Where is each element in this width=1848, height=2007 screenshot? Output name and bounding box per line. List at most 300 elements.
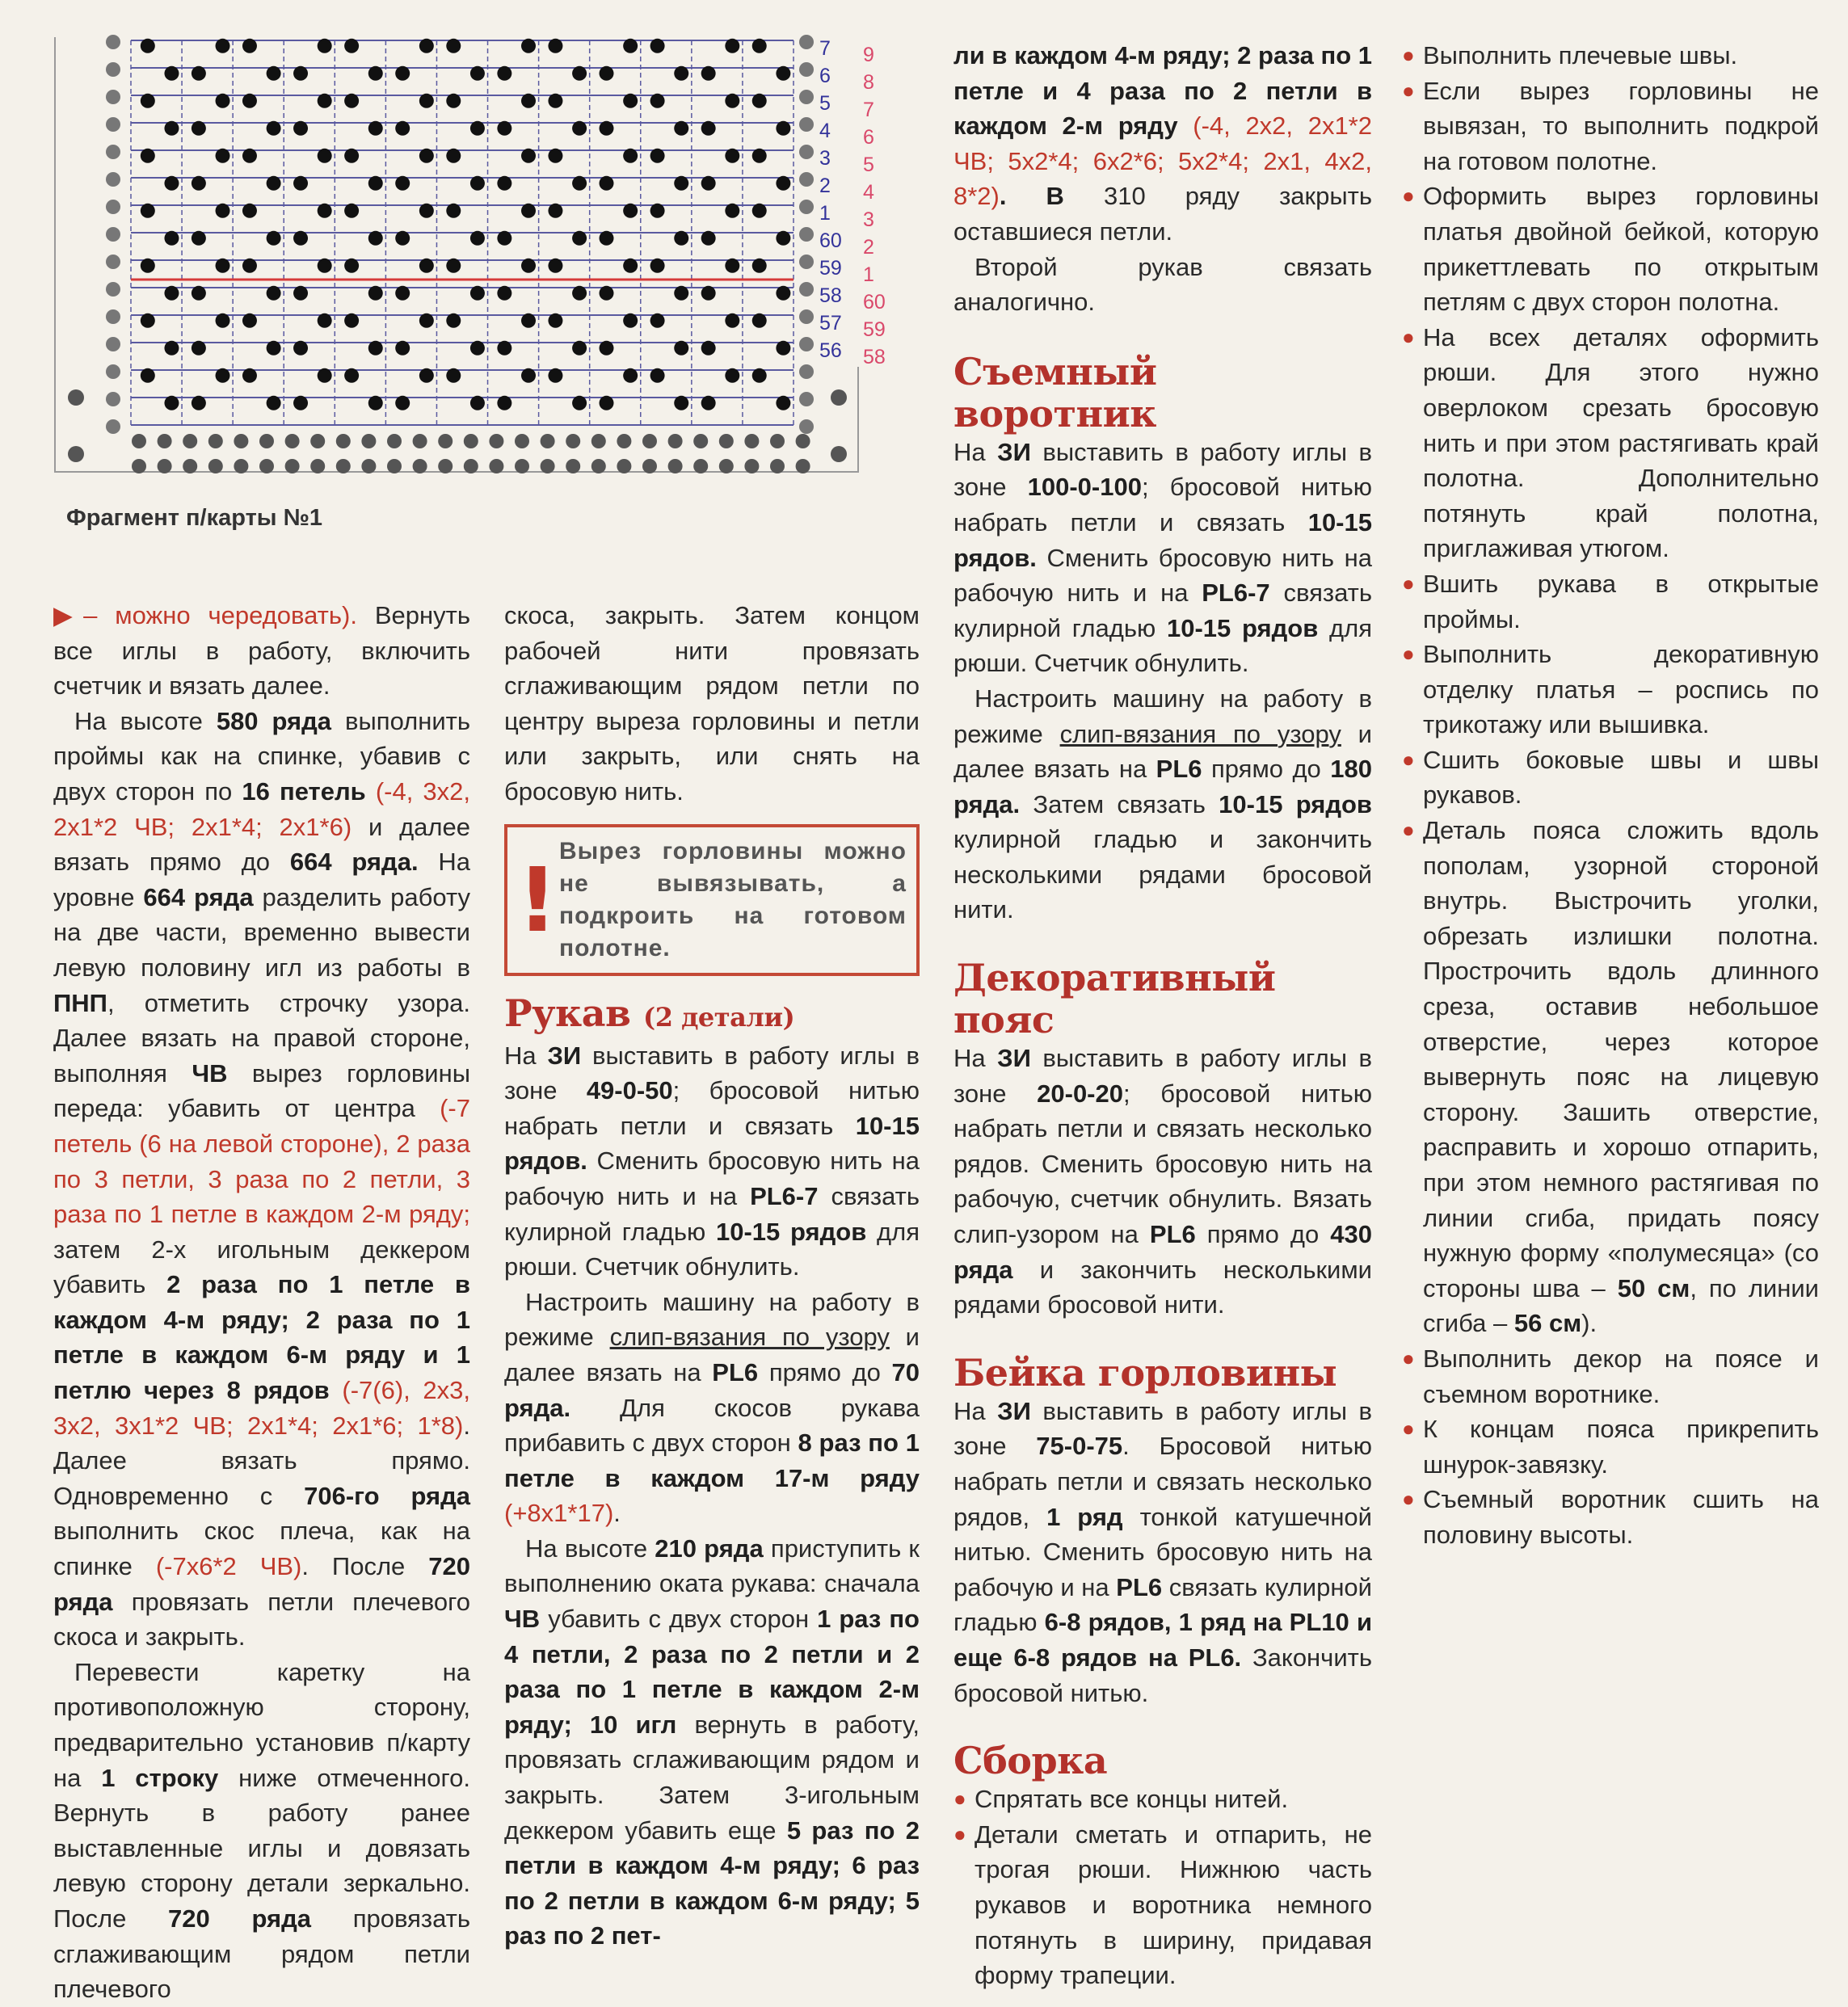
text: 50 см: [1617, 1273, 1690, 1302]
text: Для скосов рукава прибавить с двух сторон: [504, 1393, 920, 1458]
sprocket-hole: [744, 434, 759, 448]
section-heading-assembly: Сборка: [953, 1739, 1108, 1783]
sprocket-hole: [796, 434, 810, 448]
punched-hole: [318, 313, 332, 328]
text: ЗИ: [997, 437, 1031, 466]
text: [366, 777, 376, 806]
text: На: [953, 1396, 998, 1425]
sprocket-hole: [744, 459, 759, 473]
heading-text: Рукав: [504, 991, 644, 1035]
sprocket-hole: [310, 459, 325, 473]
punched-hole: [192, 66, 206, 81]
punched-hole: [548, 94, 562, 108]
punched-hole: [548, 39, 562, 53]
sprocket-hole: [693, 434, 708, 448]
sprocket-hole: [799, 117, 814, 132]
punched-hole: [600, 286, 614, 301]
text: 10-15 рядов: [715, 1217, 867, 1246]
sprocket-hole: [106, 282, 120, 297]
row-number-label: 57: [819, 312, 842, 334]
punched-hole: [521, 313, 536, 328]
punched-hole: [242, 39, 257, 53]
sprocket-hole: [489, 434, 503, 448]
sprocket-hole: [158, 459, 172, 473]
sprocket-hole: [799, 145, 814, 159]
text: . Далее вязать прямо. Одновременно с: [53, 1411, 470, 1510]
text: PL6: [712, 1357, 759, 1386]
text: тонкой катушечной нитью. Сменить бросовую нить на рабочую и на: [953, 1502, 1372, 1601]
punched-hole: [216, 204, 230, 218]
column-3: [953, 38, 1372, 1993]
text: ЧВ: [504, 1605, 541, 1634]
text: 2 раза по 1 петле в каждом 4-м ряду; 2 раза по 1 петле в каждом 6-м ряду и 1 петлю через 8 рядов: [53, 1270, 470, 1405]
text: Настроить машину на работу в режиме: [953, 684, 1372, 748]
bullet-item: ● Выполнить декоративную отделку платья – роспись по трикотажу или вышивка.: [1402, 637, 1819, 743]
punched-hole: [548, 368, 562, 383]
text: 1 раз по 4 петли, 2 раза по 2 петли и 2 раза по 1 петле в каждом 2-м ряду; 10 игл: [504, 1605, 920, 1739]
text: ЧВ: [192, 1058, 228, 1088]
sprocket-hole: [796, 459, 810, 473]
punched-hole: [725, 313, 739, 328]
text: 180 ряда.: [953, 755, 1372, 818]
punched-hole: [701, 341, 716, 356]
punched-hole: [446, 313, 461, 328]
row-number-label: 58: [863, 346, 886, 368]
sprocket-hole: [106, 90, 120, 104]
text: ЗИ: [547, 1041, 582, 1070]
sprocket-hole: [106, 145, 120, 159]
punched-hole: [164, 341, 179, 356]
text: 10-15 рядов: [1219, 789, 1372, 818]
punched-hole: [623, 149, 638, 163]
sprocket-hole: [106, 337, 120, 351]
punched-hole: [470, 286, 485, 301]
sprocket-hole: [438, 434, 453, 448]
text: вернуть в работу, провязать сглаживающим рядом и закрыть. Затем 3-игольным деккером убавить еще: [504, 1710, 920, 1845]
text: и закончить несколькими рядами бросовой нити.: [953, 1255, 1372, 1319]
sprocket-hole: [234, 434, 248, 448]
text: (-4, 3x2, 2x1*2 ЧВ; 2x1*4; 2x1*6): [53, 776, 471, 841]
sprocket-hole: [106, 309, 120, 324]
text: ЗИ: [997, 1396, 1031, 1425]
punched-hole: [497, 341, 511, 356]
row-number-label: 1: [863, 263, 874, 286]
text: 430 ряда: [953, 1220, 1372, 1284]
punched-hole: [497, 396, 511, 410]
punched-hole: [521, 204, 536, 218]
sprocket-hole: [361, 459, 376, 473]
punched-hole: [470, 121, 485, 136]
text: ПНП: [53, 988, 107, 1017]
punched-hole: [242, 204, 257, 218]
bullet-item: ● Детали сметать и отпарить, не трогая рюши. Нижнюю часть рукавов и воротника немного потянуть в ширину, придавая форму трапеции.: [953, 1817, 1372, 1993]
punched-hole: [650, 149, 665, 163]
punched-hole: [267, 396, 281, 410]
punched-hole: [623, 259, 638, 273]
text: выполнить проймы как на спинке, убавив с двух сторон по: [53, 706, 471, 806]
text: . Бросовой нитью набрать петли и связать несколько рядов,: [953, 1432, 1372, 1531]
text: и далее вязать прямо до: [53, 812, 470, 877]
text: (-4, 2x2, 2x1*2 ЧВ; 5x2*4; 6x2*6; 5x2*4; 2x1, 4x2, 8*2): [953, 112, 1372, 211]
text: ЗИ: [997, 1044, 1031, 1073]
paragraph: [53, 704, 470, 1655]
punched-hole: [192, 176, 206, 191]
punched-hole: [267, 66, 281, 81]
text: приступить к выполнению оката рукава: сначала: [504, 1534, 920, 1598]
punched-hole: [242, 259, 257, 273]
punched-hole: [164, 121, 179, 136]
punched-hole: [395, 396, 410, 410]
punched-hole: [395, 66, 410, 81]
row-number-label: 59: [819, 257, 842, 280]
punched-hole: [216, 368, 230, 383]
bullet-item: ● Выполнить плечевые швы.: [1402, 38, 1819, 74]
punched-hole: [600, 341, 614, 356]
punched-hole: [242, 149, 257, 163]
punched-hole: [497, 121, 511, 136]
text: ли в каждом 4-м ряду; 2 раза по 1 петле и 4 раза по 2 петли в каждом 2-м ряду: [953, 41, 1372, 141]
section-heading-belt: Декоративный пояс: [953, 956, 1276, 1042]
text: , отметить строчку узора. Далее вязать на правой стороне, выполняя: [53, 988, 470, 1088]
row-number-label: 7: [863, 99, 874, 121]
punched-hole: [600, 66, 614, 81]
text: [330, 1376, 343, 1404]
text: 10-15 рядов.: [504, 1111, 920, 1176]
punched-hole: [344, 313, 359, 328]
text: На высоте: [525, 1534, 655, 1563]
text: Настроить машину на работу в режиме: [504, 1287, 920, 1352]
punched-hole: [600, 121, 614, 136]
bullet-item: ● Выполнить декор на поясе и съемном воротнике.: [1402, 1341, 1819, 1412]
sprocket-hole: [668, 459, 683, 473]
punched-hole: [395, 121, 410, 136]
punched-hole: [368, 231, 383, 246]
punched-hole: [192, 396, 206, 410]
text: 1 ряд: [1046, 1502, 1123, 1531]
punched-hole: [368, 341, 383, 356]
sprocket-hole: [693, 459, 708, 473]
column-2: [504, 598, 920, 1954]
punched-hole: [192, 286, 206, 301]
punched-hole: [752, 313, 767, 328]
sprocket-hole: [799, 172, 814, 187]
bullet-item: ● Если вырез горловины не вывязан, то выполнить подкрой на готовом полотне.: [1402, 74, 1819, 179]
text: На: [504, 1041, 548, 1070]
punched-hole: [623, 368, 638, 383]
punched-hole: [725, 94, 739, 108]
text: для рюши. Счетчик обнулить.: [953, 613, 1372, 678]
text: 706-го ряда: [304, 1481, 470, 1510]
punched-hole: [293, 341, 308, 356]
row-number-label: 5: [863, 154, 874, 176]
text: (+8x1*17): [504, 1499, 614, 1528]
text: ниже отмеченного. Вернуть в работу ранее выставленные иглы и довязать левую сторону детали зеркально. После: [53, 1763, 470, 1933]
section-heading-collar: Съемный воротник: [953, 349, 1157, 435]
bullet-item: ● Съемный воротник сшить на половину высоты.: [1402, 1482, 1819, 1552]
text: 310 ряду: [1103, 182, 1240, 211]
sprocket-hole: [285, 434, 300, 448]
sprocket-hole: [361, 434, 376, 448]
punched-hole: [776, 121, 790, 136]
punched-hole: [600, 231, 614, 246]
punched-hole: [623, 39, 638, 53]
text: 580 ряда: [216, 706, 332, 735]
row-number-label: 8: [863, 71, 874, 94]
sprocket-hole: [541, 459, 555, 473]
punched-hole: [674, 231, 688, 246]
sprocket-hole: [489, 459, 503, 473]
punched-hole: [701, 121, 716, 136]
sprocket-hole: [831, 389, 847, 406]
sprocket-hole: [106, 419, 120, 434]
text: ; бросовой нитью набрать петли и связать: [953, 473, 1372, 536]
punched-hole: [674, 286, 688, 301]
punched-hole: [344, 39, 359, 53]
punched-hole: [548, 259, 562, 273]
punched-hole: [521, 39, 536, 53]
sprocket-hole: [106, 200, 120, 214]
sprocket-hole: [719, 434, 734, 448]
sprocket-hole: [106, 62, 120, 77]
punched-hole: [572, 231, 587, 246]
punched-hole: [548, 149, 562, 163]
text: ).: [1581, 1309, 1598, 1338]
text: убавить с двух сторон: [540, 1605, 818, 1634]
text: PL6-7: [1202, 579, 1270, 608]
punched-hole: [344, 368, 359, 383]
sprocket-hole: [158, 434, 172, 448]
sprocket-hole: [799, 200, 814, 214]
row-number-label: 60: [819, 229, 842, 252]
text: провязать петли плечевого скоса и закрыть.: [53, 1587, 470, 1651]
sprocket-hole: [591, 434, 606, 448]
text: 100-0-100: [1027, 473, 1142, 502]
text: (-7(6), 2x3, 3x2, 3x1*2 ЧВ; 2x1*4; 2x1*6; 1*8): [53, 1376, 470, 1440]
sprocket-hole: [799, 419, 814, 434]
text: Закончить бросовой нитью.: [953, 1643, 1372, 1707]
text: и далее вязать на: [504, 1323, 920, 1386]
punched-hole: [141, 94, 155, 108]
punched-hole: [701, 396, 716, 410]
row-number-label: 4: [863, 181, 874, 204]
punched-hole: [164, 231, 179, 246]
punched-hole: [623, 204, 638, 218]
punched-hole: [368, 66, 383, 81]
punched-hole: [293, 396, 308, 410]
punched-hole: [216, 94, 230, 108]
punched-hole: [446, 368, 461, 383]
punched-hole: [395, 286, 410, 301]
text: На высоте: [74, 706, 217, 735]
punched-hole: [368, 396, 383, 410]
punched-hole: [192, 231, 206, 246]
paragraph: [953, 38, 1372, 250]
row-number-label: 6: [863, 126, 874, 149]
punched-hole: [572, 396, 587, 410]
punched-hole: [725, 259, 739, 273]
punched-hole: [368, 286, 383, 301]
punched-hole: [776, 231, 790, 246]
text: Перевести каретку на противоположную сторону, предварительно установив п/карту на: [53, 1657, 470, 1792]
punched-hole: [293, 176, 308, 191]
text: PL6: [1156, 755, 1202, 784]
punched-hole: [368, 121, 383, 136]
text: Затем связать: [1020, 789, 1219, 818]
punched-hole: [318, 368, 332, 383]
text: кулирной гладью и закончить несколькими рядами бросовой нити.: [953, 825, 1372, 924]
sprocket-hole: [566, 434, 580, 448]
punched-hole: [752, 39, 767, 53]
punched-hole: [216, 259, 230, 273]
punched-hole: [446, 259, 461, 273]
punched-hole: [267, 231, 281, 246]
row-number-label: 3: [863, 208, 874, 231]
text: Сменить бросовую нить на рабочую нить и на: [953, 543, 1372, 608]
row-number-label: 58: [819, 284, 842, 307]
punched-hole: [242, 368, 257, 383]
punched-hole: [419, 368, 434, 383]
sprocket-hole: [799, 337, 814, 351]
row-number-label: 60: [863, 291, 886, 313]
text: слип-вязания по узору: [1059, 719, 1341, 748]
punched-hole: [650, 368, 665, 383]
paragraph: [504, 1038, 920, 1285]
paragraph: [504, 1285, 920, 1531]
text: 75-0-75: [1036, 1432, 1123, 1461]
punched-hole: [752, 368, 767, 383]
sprocket-hole: [799, 62, 814, 77]
punched-hole: [344, 149, 359, 163]
sprocket-hole: [336, 459, 351, 473]
punched-hole: [446, 39, 461, 53]
text: для рюши. Счетчик обнулить.: [504, 1217, 920, 1281]
punched-hole: [725, 149, 739, 163]
text: выставить в работу иглы в зоне: [953, 1396, 1372, 1461]
punched-hole: [650, 39, 665, 53]
text: вырез горловины переда: убавить от центра: [53, 1058, 470, 1123]
punched-hole: [470, 176, 485, 191]
text: связать кулирной гладью: [953, 1572, 1372, 1637]
punched-hole: [318, 204, 332, 218]
punched-hole: [446, 204, 461, 218]
sprocket-hole: [668, 434, 683, 448]
sprocket-hole: [799, 392, 814, 406]
punched-hole: [497, 176, 511, 191]
punched-hole: [293, 286, 308, 301]
row-number-label: 5: [819, 92, 831, 115]
punched-hole: [141, 368, 155, 383]
text: 720 ряда: [53, 1552, 470, 1616]
punched-hole: [141, 39, 155, 53]
text: 664 ряда: [143, 882, 254, 911]
punched-hole: [267, 341, 281, 356]
punched-hole: [600, 396, 614, 410]
sprocket-hole: [413, 459, 427, 473]
sprocket-hole: [132, 434, 146, 448]
text: связать кулирной гладью: [504, 1181, 920, 1246]
text: связать кулирной гладью: [953, 579, 1372, 642]
sprocket-hole: [438, 459, 453, 473]
text: На: [953, 1044, 998, 1073]
punched-hole: [521, 368, 536, 383]
text: 664 ряда.: [289, 848, 419, 877]
punched-hole: [216, 39, 230, 53]
punched-hole: [725, 368, 739, 383]
punched-hole: [164, 286, 179, 301]
sprocket-hole: [515, 434, 529, 448]
punched-hole: [650, 94, 665, 108]
punch-card-svg: [53, 36, 886, 488]
text: – можно чередовать).: [83, 601, 375, 629]
paragraph: [953, 1394, 1372, 1710]
punched-hole: [776, 341, 790, 356]
text: 10-15 рядов.: [953, 507, 1372, 572]
text: ; бросовой нитью набрать петли и связать несколько рядов. Сменить бросовую нить на рабочую, счетчик обнулить. Вязать слип-узором на: [953, 1079, 1372, 1249]
column-4: [1402, 38, 1819, 1553]
punched-hole: [470, 231, 485, 246]
sprocket-hole: [259, 434, 274, 448]
punched-hole: [141, 149, 155, 163]
punched-hole: [752, 94, 767, 108]
sprocket-hole: [799, 364, 814, 379]
punched-hole: [470, 396, 485, 410]
punched-hole: [216, 313, 230, 328]
punched-hole: [419, 259, 434, 273]
sprocket-hole: [208, 459, 223, 473]
punched-hole: [470, 66, 485, 81]
text: (-7x6*2 ЧВ): [155, 1552, 302, 1581]
punched-hole: [776, 176, 790, 191]
punched-hole: [192, 341, 206, 356]
punched-hole: [395, 341, 410, 356]
sprocket-hole: [770, 434, 785, 448]
punched-hole: [674, 121, 688, 136]
bullet-item: [1402, 813, 1819, 1341]
punched-hole: [701, 286, 716, 301]
bullet-item: ● К концам пояса прикрепить шнурок-завязку.: [1402, 1412, 1819, 1482]
punched-hole: [344, 204, 359, 218]
text: Деталь пояса сложить вдоль пополам, узорной стороной внутрь. Выстрочить уголки, обрезать излишки полотна. Прострочить вдоль длинного среза, оставив небольшое отверстие, через которое вывернуть пояс на лицевую сторону. Зашить отверстие, расправить и хорошо отпарить, при этом немного растягивая по линии сгиба, придать поясу нужную форму «полумесяца» (со стороны шва –: [1423, 816, 1819, 1302]
punched-hole: [572, 121, 587, 136]
bullet-item: ● Сшить боковые швы и швы рукавов.: [1402, 743, 1819, 813]
punched-hole: [572, 176, 587, 191]
sprocket-hole: [106, 364, 120, 379]
section-heading-neckband: Бейка горловины: [953, 1350, 1337, 1395]
punched-hole: [419, 39, 434, 53]
sprocket-hole: [413, 434, 427, 448]
bullet-item: ● Вшить рукава в открытые проймы.: [1402, 566, 1819, 637]
paragraph: [504, 1531, 920, 1954]
punched-hole: [521, 94, 536, 108]
sprocket-hole: [208, 434, 223, 448]
paragraph: Второй рукав связать аналогично.: [953, 252, 1372, 317]
bullet-item: ● Спрятать все концы нитей.: [953, 1782, 1372, 1817]
text: 8 раз по 1 петле в каждом 17-м ряду: [504, 1428, 920, 1492]
text: 720 ряда: [168, 1904, 311, 1933]
punched-hole: [548, 313, 562, 328]
text: (-7 петель (6 на левой стороне), 2 раза по 3 петли, 3 раза по 2 петли, 3 раза по 1 петле в каждом 2-м ряду;: [53, 1094, 470, 1229]
punched-hole: [293, 121, 308, 136]
punched-hole: [623, 313, 638, 328]
punched-hole: [776, 286, 790, 301]
text: слип-вязания по узору: [609, 1323, 890, 1352]
punched-hole: [344, 259, 359, 273]
punched-hole: [419, 204, 434, 218]
sprocket-hole: [68, 389, 84, 406]
sprocket-hole: [106, 35, 120, 49]
punched-hole: [242, 313, 257, 328]
text: [1178, 112, 1193, 140]
